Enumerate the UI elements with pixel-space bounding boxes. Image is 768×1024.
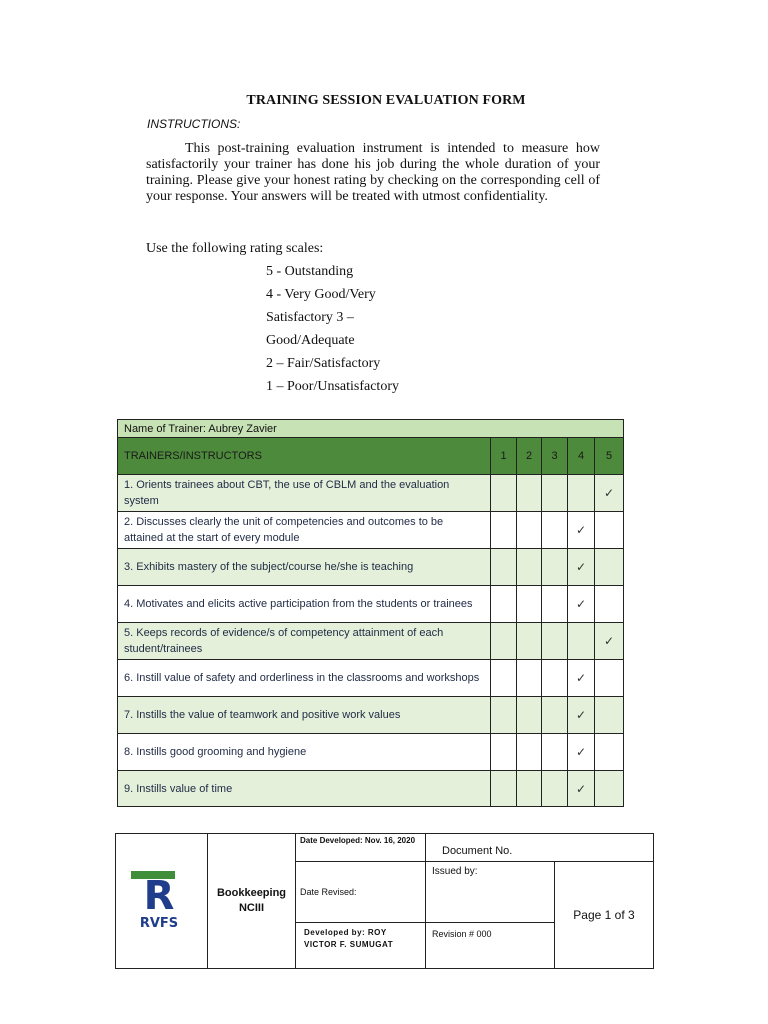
rating-cell-3[interactable] (542, 697, 568, 734)
rating-cell-5[interactable] (595, 549, 624, 586)
rating-header-5: 5 (595, 438, 624, 475)
revision-number: Revision # 000 (426, 922, 555, 968)
rating-cell-1[interactable] (491, 475, 517, 512)
check-mark-icon: ✓ (603, 486, 615, 500)
rating-cell-2[interactable] (517, 623, 542, 660)
rating-scale-line: 1 – Poor/Unsatisfactory (266, 379, 399, 394)
rating-cell-4[interactable] (568, 697, 595, 734)
check-mark-icon: ✓ (575, 671, 587, 685)
criterion-text: 7. Instills the value of teamwork and positive work values (118, 697, 491, 734)
rating-cell-3[interactable] (542, 660, 568, 697)
table-row (118, 660, 624, 697)
check-mark-icon: ✓ (575, 745, 587, 759)
rating-cell-4[interactable] (568, 549, 595, 586)
rating-cell-2[interactable] (517, 475, 542, 512)
date-developed: Date Developed: Nov. 16, 2020 (296, 834, 426, 862)
rating-scale-line: 4 - Very Good/Very (266, 287, 376, 302)
rating-scale-line: 2 – Fair/Satisfactory (266, 356, 381, 371)
rating-cell-3[interactable] (542, 512, 568, 549)
table-row (118, 512, 624, 549)
criterion-text: 3. Exhibits mastery of the subject/course he/she is teaching (118, 549, 491, 586)
rating-cell-5[interactable] (595, 512, 624, 549)
rating-cell-4[interactable] (568, 660, 595, 697)
check-mark-icon: ✓ (575, 523, 587, 537)
rating-scale-line: Satisfactory 3 – (266, 310, 354, 325)
rating-cell-1[interactable] (491, 586, 517, 623)
table-row (118, 771, 624, 807)
check-mark-icon: ✓ (575, 597, 587, 611)
rating-cell-2[interactable] (517, 512, 542, 549)
criterion-text: 6. Instill value of safety and orderliness in the classrooms and workshops (118, 660, 491, 697)
rating-cell-2[interactable] (517, 660, 542, 697)
rating-cell-2[interactable] (517, 697, 542, 734)
rating-cell-1[interactable] (491, 771, 517, 807)
table-row (118, 475, 624, 512)
rating-cell-1[interactable] (491, 549, 517, 586)
criterion-text: 9. Instills value of time (118, 771, 491, 807)
check-mark-icon: ✓ (575, 781, 587, 796)
rvfs-logo (125, 867, 199, 931)
instructions-paragraph: This post-training evaluation instrument is intended to measure how satisfactorily your trainer has done his job during the whole duration of your training. Please give your honest rating by checking on the corresponding cell of your response. Your answers will be treated with utmost confidentiality. (146, 141, 600, 204)
criteria-body (118, 475, 624, 807)
rating-cell-3[interactable] (542, 623, 568, 660)
document-footer (115, 833, 654, 969)
rating-header-3: 3 (542, 438, 568, 475)
check-mark-icon: ✓ (575, 560, 587, 574)
rating-cell-5[interactable] (595, 660, 624, 697)
rating-cell-3[interactable] (542, 549, 568, 586)
rating-header-1: 1 (491, 438, 517, 475)
date-revised: Date Revised: (296, 862, 426, 922)
rating-cell-5[interactable] (595, 771, 624, 807)
rating-scale-line: 5 - Outstanding (266, 264, 354, 279)
rating-cell-2[interactable] (517, 771, 542, 807)
rating-cell-4[interactable] (568, 512, 595, 549)
rating-cell-1[interactable] (491, 697, 517, 734)
rating-cell-1[interactable] (491, 623, 517, 660)
table-header-row (118, 438, 624, 475)
page-indicator: Page 1 of 3 (555, 862, 654, 969)
rating-cell-4[interactable] (568, 475, 595, 512)
rating-scales-intro: Use the following rating scales: (146, 241, 324, 256)
table-row (118, 734, 624, 771)
rating-cell-2[interactable] (517, 586, 542, 623)
rating-cell-2[interactable] (517, 549, 542, 586)
criterion-text: 5. Keeps records of evidence/s of competency attainment of each student/trainees (118, 623, 491, 660)
logo-letter: R (143, 872, 174, 919)
rating-header-2: 2 (517, 438, 542, 475)
check-mark-icon: ✓ (603, 634, 615, 648)
criterion-text: 1. Orients trainees about CBT, the use of CBLM and the evaluation system (118, 475, 491, 512)
rating-cell-5[interactable] (595, 697, 624, 734)
form-title: TRAINING SESSION EVALUATION FORM (246, 93, 526, 108)
check-mark-icon: ✓ (575, 708, 587, 722)
rating-cell-4[interactable] (568, 623, 595, 660)
logo-cell (116, 834, 208, 969)
rating-cell-1[interactable] (491, 512, 517, 549)
developed-by: Developed by: ROY VICTOR F. SUMUGAT (296, 922, 426, 968)
logo-text: RVFS (139, 915, 178, 931)
document-number: Document No. (426, 834, 654, 862)
criterion-text: 2. Discusses clearly the unit of competencies and outcomes to be attained at the start of every module (118, 512, 491, 549)
table-row (118, 697, 624, 734)
rating-cell-3[interactable] (542, 586, 568, 623)
rating-scale-line: Good/Adequate (266, 333, 355, 348)
rating-header-4: 4 (568, 438, 595, 475)
program-name: Bookkeeping NCIII (208, 834, 296, 969)
rating-cell-2[interactable] (517, 734, 542, 771)
rating-cell-5[interactable] (595, 475, 624, 512)
trainer-name: Name of Trainer: Aubrey Zavier (118, 420, 624, 438)
rating-cell-1[interactable] (491, 660, 517, 697)
rating-cell-3[interactable] (542, 771, 568, 807)
issued-by: Issued by: (426, 862, 555, 922)
rating-cell-4[interactable] (568, 734, 595, 771)
table-row (118, 623, 624, 660)
rating-cell-4[interactable] (568, 771, 595, 807)
instructions-label: INSTRUCTIONS: (147, 117, 241, 131)
rating-cell-5[interactable] (595, 623, 624, 660)
rating-cell-3[interactable] (542, 734, 568, 771)
criterion-text: 8. Instills good grooming and hygiene (118, 734, 491, 771)
category-header: TRAINERS/INSTRUCTORS (118, 438, 491, 475)
rating-cell-5[interactable] (595, 586, 624, 623)
rating-cell-3[interactable] (542, 475, 568, 512)
evaluation-table (117, 419, 624, 807)
trainer-name-row (118, 420, 624, 438)
rating-cell-4[interactable] (568, 586, 595, 623)
criterion-text: 4. Motivates and elicits active participation from the students or trainees (118, 586, 491, 623)
rating-cell-1[interactable] (491, 734, 517, 771)
rating-cell-5[interactable] (595, 734, 624, 771)
table-row (118, 586, 624, 623)
table-row (118, 549, 624, 586)
